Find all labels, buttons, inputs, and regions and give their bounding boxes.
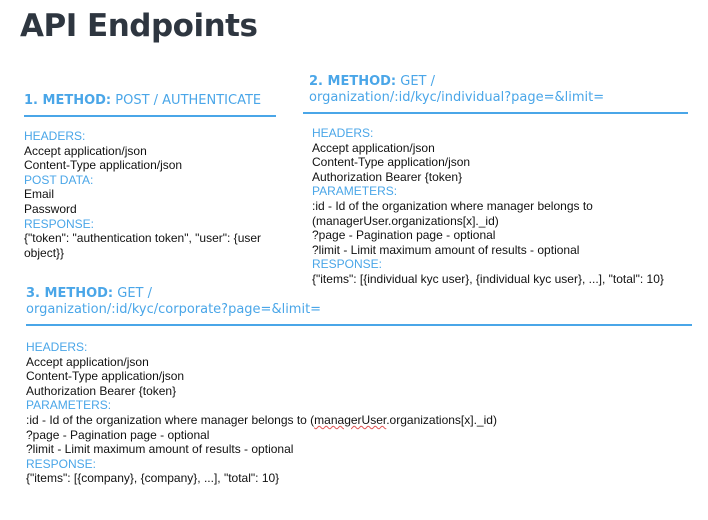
param-id-text-end: .organizations[x]._id) xyxy=(386,412,497,427)
header-line: Content-Type application/json xyxy=(312,155,471,170)
header-line: Content-Type application/json xyxy=(26,369,185,384)
header-line: Authorization Bearer {token} xyxy=(312,169,463,184)
header-line: Authorization Bearer {token} xyxy=(26,383,177,398)
param-id: :id - Id of the organization where manager belongs to xyxy=(312,198,593,213)
param-id-continued: (managerUser.organizations[x]._id) xyxy=(312,213,499,228)
divider xyxy=(303,112,688,114)
endpoint-title xyxy=(24,93,276,109)
divider xyxy=(24,115,276,117)
headers-label: HEADERS: xyxy=(312,126,374,140)
method-number: 1. METHOD: xyxy=(24,93,112,108)
param-page: ?page - Pagination page - optional xyxy=(312,228,496,243)
post-data-line: Password xyxy=(24,201,77,216)
headers-label: HEADERS: xyxy=(26,340,88,354)
post-data-label: POST DATA: xyxy=(24,172,94,187)
param-limit: ?limit - Limit maximum amount of results - optional xyxy=(26,442,294,457)
endpoint-details xyxy=(24,129,272,260)
param-id-text: :id - Id of the organization where manager belongs to ( xyxy=(26,412,315,427)
response-label: RESPONSE: xyxy=(26,456,97,471)
response-body: {"items": [{individual kyc user}, {individual kyc user}, ...], "total": 10} xyxy=(312,271,664,286)
page-title: API Endpoints xyxy=(20,8,258,44)
response-label: RESPONSE: xyxy=(312,257,383,272)
headers-label: HEADERS: xyxy=(24,129,86,143)
parameters-label: PARAMETERS: xyxy=(312,184,398,199)
parameters-label: PARAMETERS: xyxy=(26,398,112,413)
post-data-line: Email xyxy=(24,187,55,202)
method-verb: GET / xyxy=(113,286,152,301)
endpoint-kyc-corporate xyxy=(26,286,692,486)
endpoint-title xyxy=(26,286,692,318)
endpoint-details xyxy=(26,340,692,486)
method-number: 2. METHOD: xyxy=(309,74,397,89)
header-line: Accept application/json xyxy=(312,140,435,155)
param-limit: ?limit - Limit maximum amount of results - optional xyxy=(312,242,580,257)
method-path: POST / AUTHENTICATE xyxy=(111,93,262,108)
method-number: 3. METHOD: xyxy=(26,286,114,301)
method-path: organization/:id/kyc/corporate?page=&limit= xyxy=(26,302,322,317)
method-path: organization/:id/kyc/individual?page=&limit= xyxy=(309,90,605,105)
method-verb: GET / xyxy=(396,74,435,89)
header-line: Content-Type application/json xyxy=(24,158,183,173)
endpoint-kyc-individual xyxy=(303,74,688,287)
endpoint-title xyxy=(303,74,688,106)
response-label: RESPONSE: xyxy=(24,216,95,231)
response-body: {"items": [{company}, {company}, ...], "total": 10} xyxy=(26,471,280,486)
spellcheck-word: managerUser xyxy=(314,412,387,427)
param-id xyxy=(26,413,692,428)
endpoint-authenticate xyxy=(24,93,276,260)
param-page: ?page - Pagination page - optional xyxy=(26,427,210,442)
header-line: Accept application/json xyxy=(26,354,149,369)
header-line: Accept application/json xyxy=(24,143,147,158)
divider xyxy=(26,324,692,326)
response-body: {"token": "authentication token", "user": {user object}} xyxy=(24,231,262,260)
endpoint-details xyxy=(303,126,688,287)
